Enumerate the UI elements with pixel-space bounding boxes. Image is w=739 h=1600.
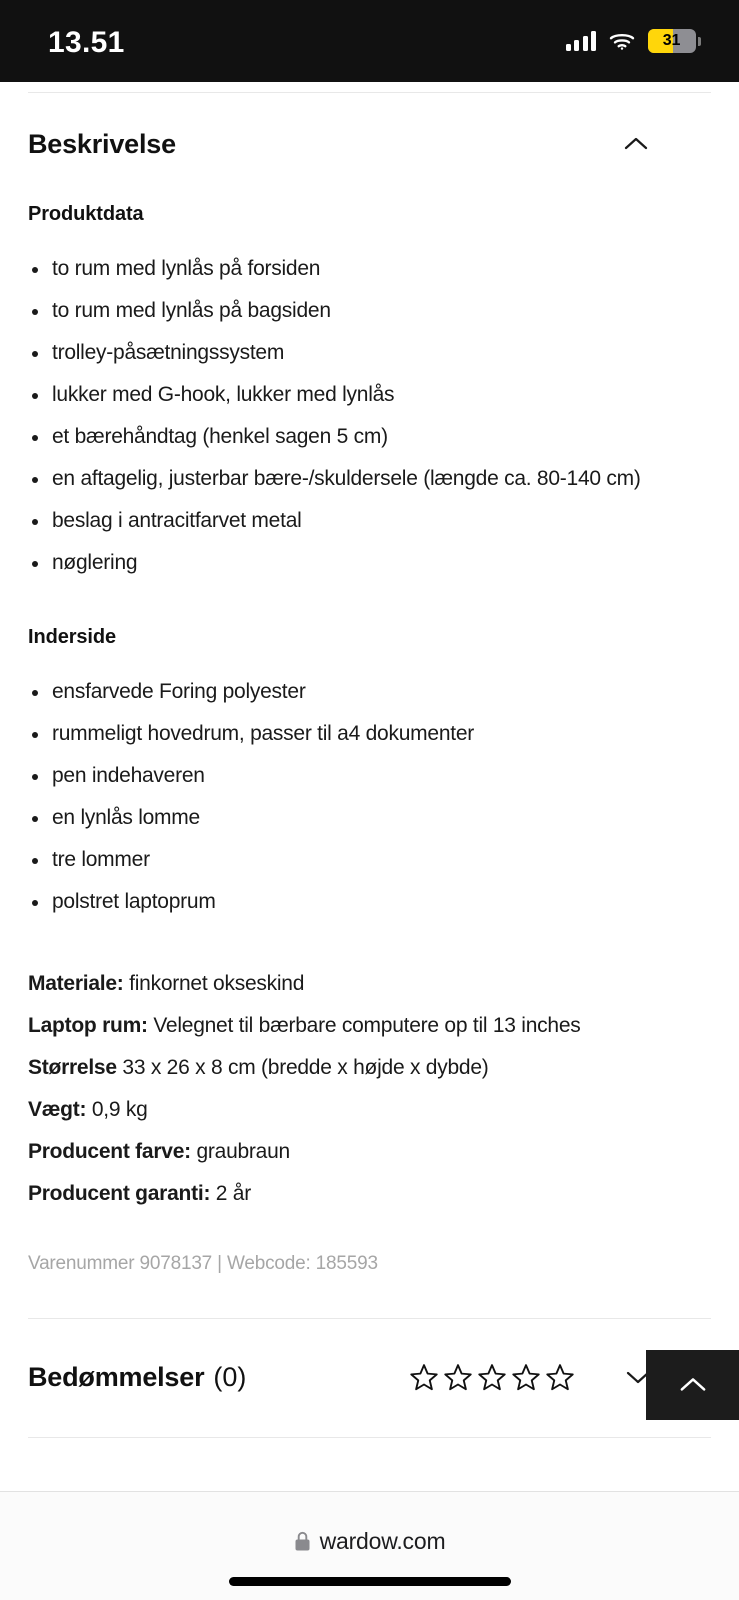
- spec-label: Vægt:: [28, 1098, 87, 1121]
- list-item: to rum med lynlås på bagsiden: [28, 290, 711, 332]
- list-item: tre lommer: [28, 839, 711, 881]
- spec-value: Velegnet til bærbare computere op til 13 inches: [153, 1014, 581, 1037]
- list-item: et bærehåndtag (henkel sagen 5 cm): [28, 416, 711, 458]
- list-item: trolley-påsætningssystem: [28, 332, 711, 374]
- star-outline-icon[interactable]: [477, 1362, 507, 1392]
- spec-row: [28, 1173, 711, 1215]
- battery-level-label: 31: [662, 32, 681, 49]
- battery-icon: [648, 29, 701, 53]
- spec-label: Størrelse: [28, 1056, 117, 1079]
- spec-value: finkornet okseskind: [129, 972, 305, 995]
- list-item: ensfarvede Foring polyester: [28, 671, 711, 713]
- spec-label: Producent farve:: [28, 1140, 191, 1163]
- address-bar[interactable]: [294, 1528, 446, 1555]
- spec-row: [28, 1131, 711, 1173]
- spec-label: Materiale:: [28, 972, 124, 995]
- status-bar-indicators: [566, 29, 702, 53]
- lock-icon: [294, 1531, 311, 1552]
- spec-value: 33 x 26 x 8 cm (bredde x højde x dybde): [122, 1056, 489, 1079]
- url-text: wardow.com: [319, 1528, 446, 1554]
- reviews-accordion-header[interactable]: [0, 1319, 739, 1394]
- spec-value: 2 år: [215, 1182, 251, 1205]
- home-indicator[interactable]: [229, 1577, 511, 1586]
- reviews-count: (0): [213, 1361, 247, 1392]
- status-bar-time: 13.51: [48, 25, 125, 59]
- spec-value: graubraun: [196, 1140, 290, 1163]
- product-data-list: [28, 248, 711, 584]
- webpage-content: [0, 82, 739, 1491]
- list-item: lukker med G-hook, lukker med lynlås: [28, 374, 711, 416]
- product-data-heading: Produktdata: [28, 203, 144, 225]
- browser-bottom-bar: [0, 1491, 739, 1600]
- inside-list: [28, 671, 711, 923]
- rating-stars[interactable]: [409, 1362, 575, 1392]
- chevron-up-icon[interactable]: [619, 127, 711, 161]
- list-item: nøglering: [28, 542, 711, 584]
- spec-row: [28, 1047, 711, 1089]
- item-number-meta: Varenummer 9078137 | Webcode: 185593: [28, 1253, 378, 1274]
- spec-row: [28, 1089, 711, 1131]
- list-item: to rum med lynlås på forsiden: [28, 248, 711, 290]
- cellular-bars-icon: [566, 31, 597, 51]
- spec-row: [28, 1005, 711, 1047]
- wifi-icon: [609, 31, 635, 51]
- description-section: [0, 93, 739, 1275]
- star-outline-icon[interactable]: [545, 1362, 575, 1392]
- list-item: pen indehaveren: [28, 755, 711, 797]
- description-accordion-header[interactable]: [28, 93, 711, 161]
- spec-label: Producent garanti:: [28, 1182, 211, 1205]
- page-title: Beskrivelse: [28, 128, 176, 159]
- reviews-title: Bedømmelser: [28, 1361, 205, 1392]
- list-item: en aftagelig, justerbar bære-/skuldersele (længde ca. 80-140 cm): [28, 458, 711, 500]
- scroll-to-top-button[interactable]: [646, 1350, 739, 1420]
- list-item: en lynlås lomme: [28, 797, 711, 839]
- spec-label: Laptop rum:: [28, 1014, 148, 1037]
- divider-bottom: [28, 1437, 711, 1438]
- list-item: rummeligt hovedrum, passer til a4 dokumenter: [28, 713, 711, 755]
- list-item: beslag i antracitfarvet metal: [28, 500, 711, 542]
- specifications-list: [28, 963, 711, 1215]
- chevron-up-icon: [674, 1366, 712, 1404]
- inside-heading: Inderside: [28, 626, 117, 648]
- star-outline-icon[interactable]: [511, 1362, 541, 1392]
- star-outline-icon[interactable]: [443, 1362, 473, 1392]
- spec-value: 0,9 kg: [91, 1098, 148, 1121]
- status-bar: [0, 0, 739, 82]
- list-item: polstret laptoprum: [28, 881, 711, 923]
- star-outline-icon[interactable]: [409, 1362, 439, 1392]
- spec-row: [28, 963, 711, 1005]
